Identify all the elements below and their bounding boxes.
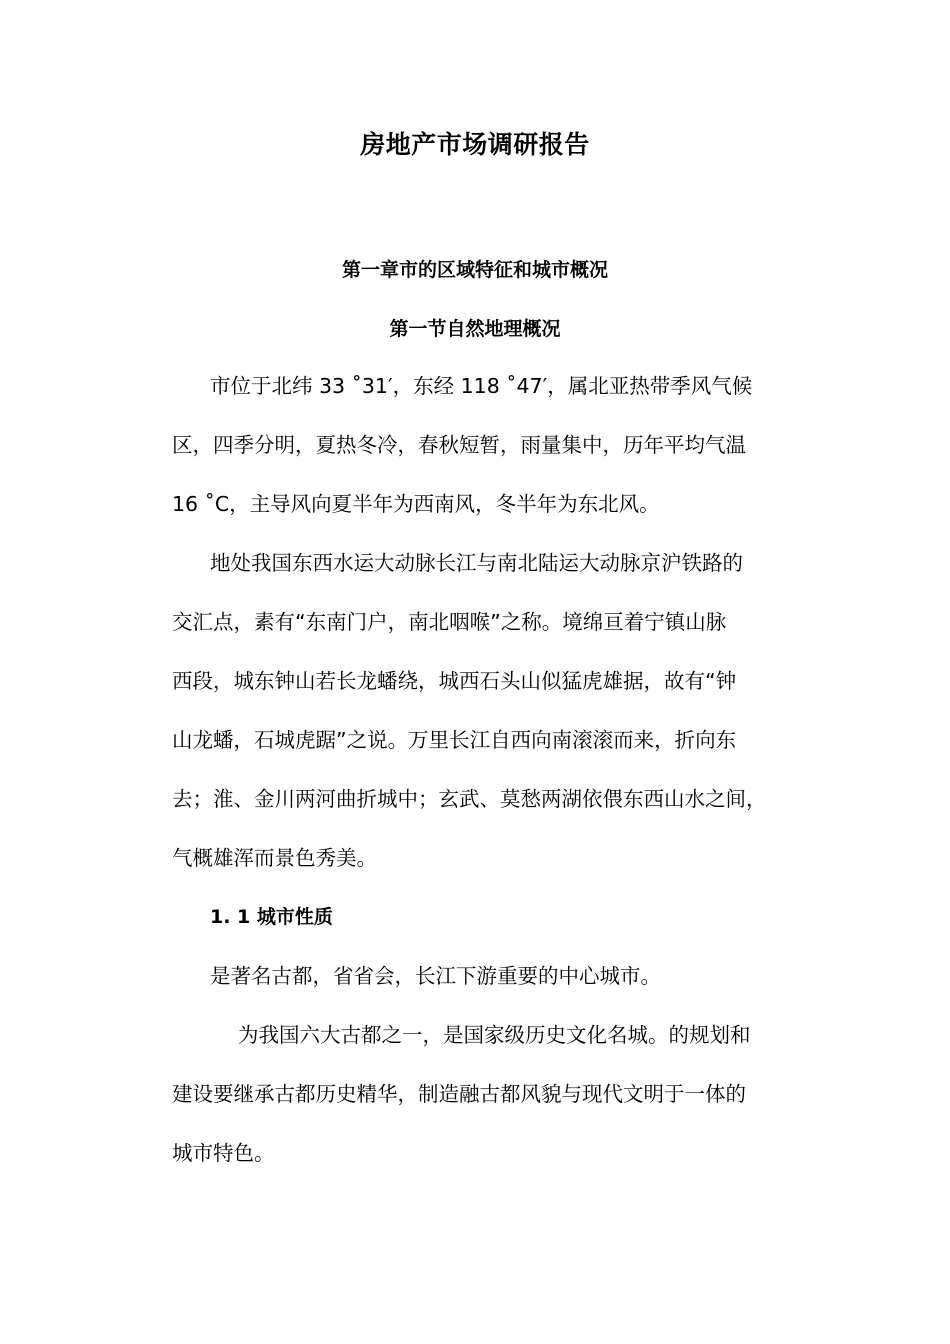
- paragraph-line: 去；淮、金川两河曲折城中；玄武、莫愁两湖依偎东西山水之间，: [172, 787, 767, 811]
- subsection-heading: 1. 1 城市性质: [210, 906, 333, 928]
- paragraph-line: 山龙蟠，石城虎踞”之说。万里长江自西向南滚滚而来，折向东: [172, 728, 737, 752]
- paragraph-line: 16 ˚C，主导风向夏半年为西南风，冬半年为东北风。: [172, 492, 660, 516]
- paragraph-line: 是著名古都，省省会，长江下游重要的中心城市。: [210, 964, 661, 988]
- paragraph-geography: [172, 534, 822, 888]
- paragraph-climate: [172, 357, 822, 534]
- paragraph-city-nature: [172, 947, 822, 1006]
- paragraph-line: 气概雄浑而景色秀美。: [172, 846, 377, 870]
- paragraph-line: 地处我国东西水运大动脉长江与南北陆运大动脉京沪铁路的: [210, 551, 743, 575]
- paragraph-line: 交汇点，素有“东南门户，南北咽喉”之称。境绵亘着宁镇山脉: [172, 610, 727, 634]
- paragraph-line: 建设要继承古都历史精华，制造融古都风貌与现代文明于一体的: [172, 1082, 746, 1106]
- paragraph-line: 为我国六大古都之一，是国家级历史文化名城。的规划和: [238, 1023, 751, 1047]
- paragraph-line: 区，四季分明，夏热冬冷，春秋短暂，雨量集中，历年平均气温: [172, 433, 746, 457]
- paragraph-line: 城市特色。: [172, 1141, 275, 1165]
- paragraph-line: 市位于北纬 33 ˚31′，东经 118 ˚47′，属北亚热带季风气候: [210, 374, 753, 398]
- document-title: 房地产市场调研报告: [360, 130, 590, 159]
- paragraph-line: 西段，城东钟山若长龙蟠绕，城西石头山似猛虎雄据，故有“钟: [172, 669, 737, 693]
- chapter-heading: 第一章市的区域特征和城市概况: [341, 259, 608, 281]
- paragraph-city-planning: [172, 1006, 822, 1183]
- section-heading: 第一节自然地理概况: [389, 318, 561, 340]
